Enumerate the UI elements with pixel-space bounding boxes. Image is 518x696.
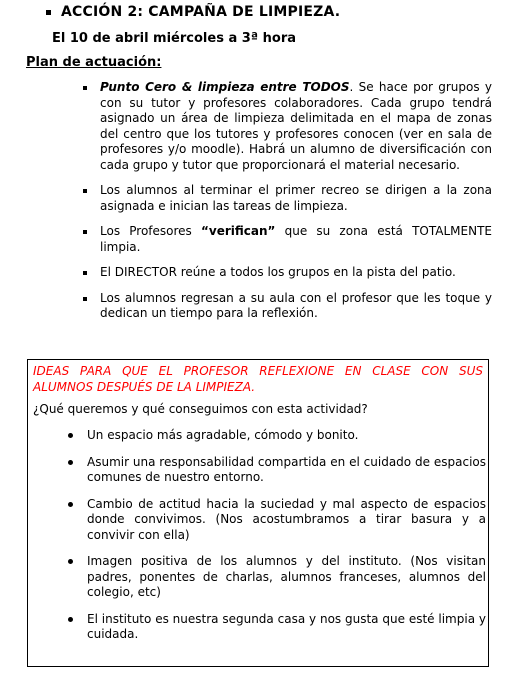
event-date: El 10 de abril miércoles a 3ª hora	[52, 31, 297, 46]
reflection-item: Cambio de actitud hacia la suciedad y mal aspecto de espacios donde convivimos. (Nos acostumbramos a tirar basura y a convivir con ella)	[66, 497, 486, 544]
reflection-item: Imagen positiva de los alumnos y del instituto. (Nos visitan padres, ponentes de charlas, alumnos franceses, alumnos del colegio, etc)	[66, 554, 486, 601]
reflection-question: ¿Qué queremos y qué conseguimos con esta actividad?	[33, 402, 368, 416]
reflection-title: IDEAS PARA QUE EL PROFESOR REFLEXIONE EN CLASE CON SUS ALUMNOS DESPUÉS DE LA LIMPIEZA.	[33, 364, 483, 394]
plan-label: Plan de actuación:	[26, 55, 162, 70]
plan-item	[80, 80, 492, 173]
plan-item	[80, 183, 492, 214]
reflection-list	[66, 428, 486, 654]
plan-item	[80, 291, 492, 322]
plan-item-text: Los alumnos regresan a su aula con el profesor que les toque y dedican un tiempo para la reflexión.	[100, 290, 492, 320]
plan-list	[80, 80, 492, 332]
reflection-item: Un espacio más agradable, cómodo y bonito.	[66, 428, 486, 444]
plan-item	[80, 224, 492, 255]
reflection-box	[27, 359, 489, 667]
reflection-item: Asumir una responsabilidad compartida en el cuidado de espacios comunes de nuestro entorno.	[66, 455, 486, 486]
reflection-item: El instituto es nuestra segunda casa y nos gusta que esté limpia y cuidada.	[66, 612, 486, 643]
plan-item-text: Los alumnos al terminar el primer recreo se dirigen a la zona asignada e inician las tareas de limpieza.	[100, 183, 492, 213]
plan-item-lead: Punto Cero & limpieza entre TODOS	[100, 80, 350, 94]
square-bullet-icon	[46, 10, 51, 15]
plan-item-text-after: que su zona está TOTALMENTE limpia.	[100, 224, 492, 254]
section-heading	[46, 4, 340, 20]
plan-item-text: El DIRECTOR reúne a todos los grupos en la pista del patio.	[100, 265, 456, 279]
plan-item-text-before: Los Profesores	[100, 224, 201, 238]
plan-item-emphasis: “verifican”	[200, 224, 276, 238]
plan-item-text: . Se hace por grupos y con su tutor y profesores colaboradores. Cada grupo tendrá asignado un área de limpieza delimitada en el mapa de zonas del centro que los tutores y profesores conocen (ver en sala de profesores y/o moodle). Habrá un alumno de diversificación con cada grupo y tutor que proporcionará el material necesario.	[100, 80, 493, 172]
section-heading-text: ACCIÓN 2: CAMPAÑA DE LIMPIEZA.	[61, 4, 341, 20]
plan-item	[80, 265, 492, 281]
